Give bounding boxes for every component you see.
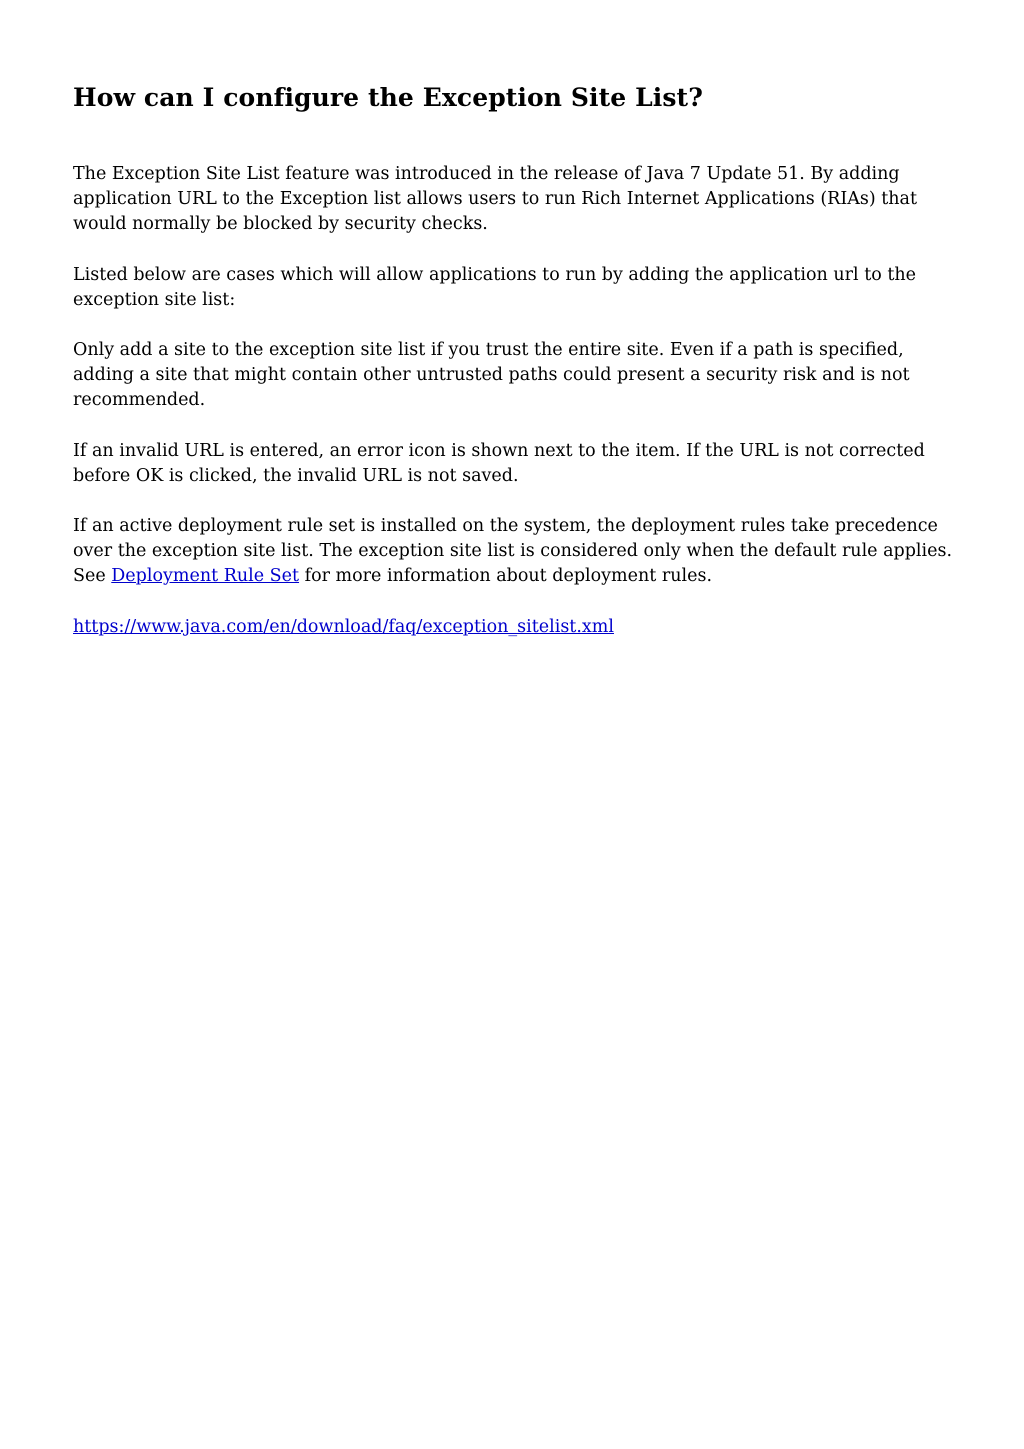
deployment-rule-set-link[interactable]: Deployment Rule Set (111, 566, 300, 587)
document-page (73, 80, 953, 665)
deployment-rules-text-after: for more information about deployment rules. (299, 566, 713, 587)
trust-warning-paragraph: Only add a site to the exception site list if you trust the entire site. Even if a path is specified, adding a site that might contain other untrusted paths could present a security risk and is not recommended. (73, 340, 910, 411)
intro-paragraph: The Exception Site List feature was introduced in the release of Java 7 Update 51. By adding application URL to the Exception list allows users to run Rich Internet Applications (RIAs) that would normally be blocked by security checks. (73, 164, 918, 235)
deployment-rules-text-before: If an active deployment rule set is installed on the system, the deployment rules take precedence over the exception site list. The exception site list is considered only when the default rule applies. See (73, 516, 953, 587)
source-link-paragraph (73, 615, 953, 640)
page-title: How can I configure the Exception Site List? (73, 83, 703, 112)
invalid-url-paragraph: If an invalid URL is entered, an error icon is shown next to the item. If the URL is not corrected before OK is clicked, the invalid URL is not saved. (73, 440, 925, 486)
article-body (73, 162, 953, 640)
source-url-link[interactable]: https://www.java.com/en/download/faq/exception_sitelist.xml (73, 616, 614, 637)
cases-paragraph: Listed below are cases which will allow applications to run by adding the application url to the exception site list: (73, 264, 916, 310)
deployment-rules-paragraph (73, 514, 953, 590)
